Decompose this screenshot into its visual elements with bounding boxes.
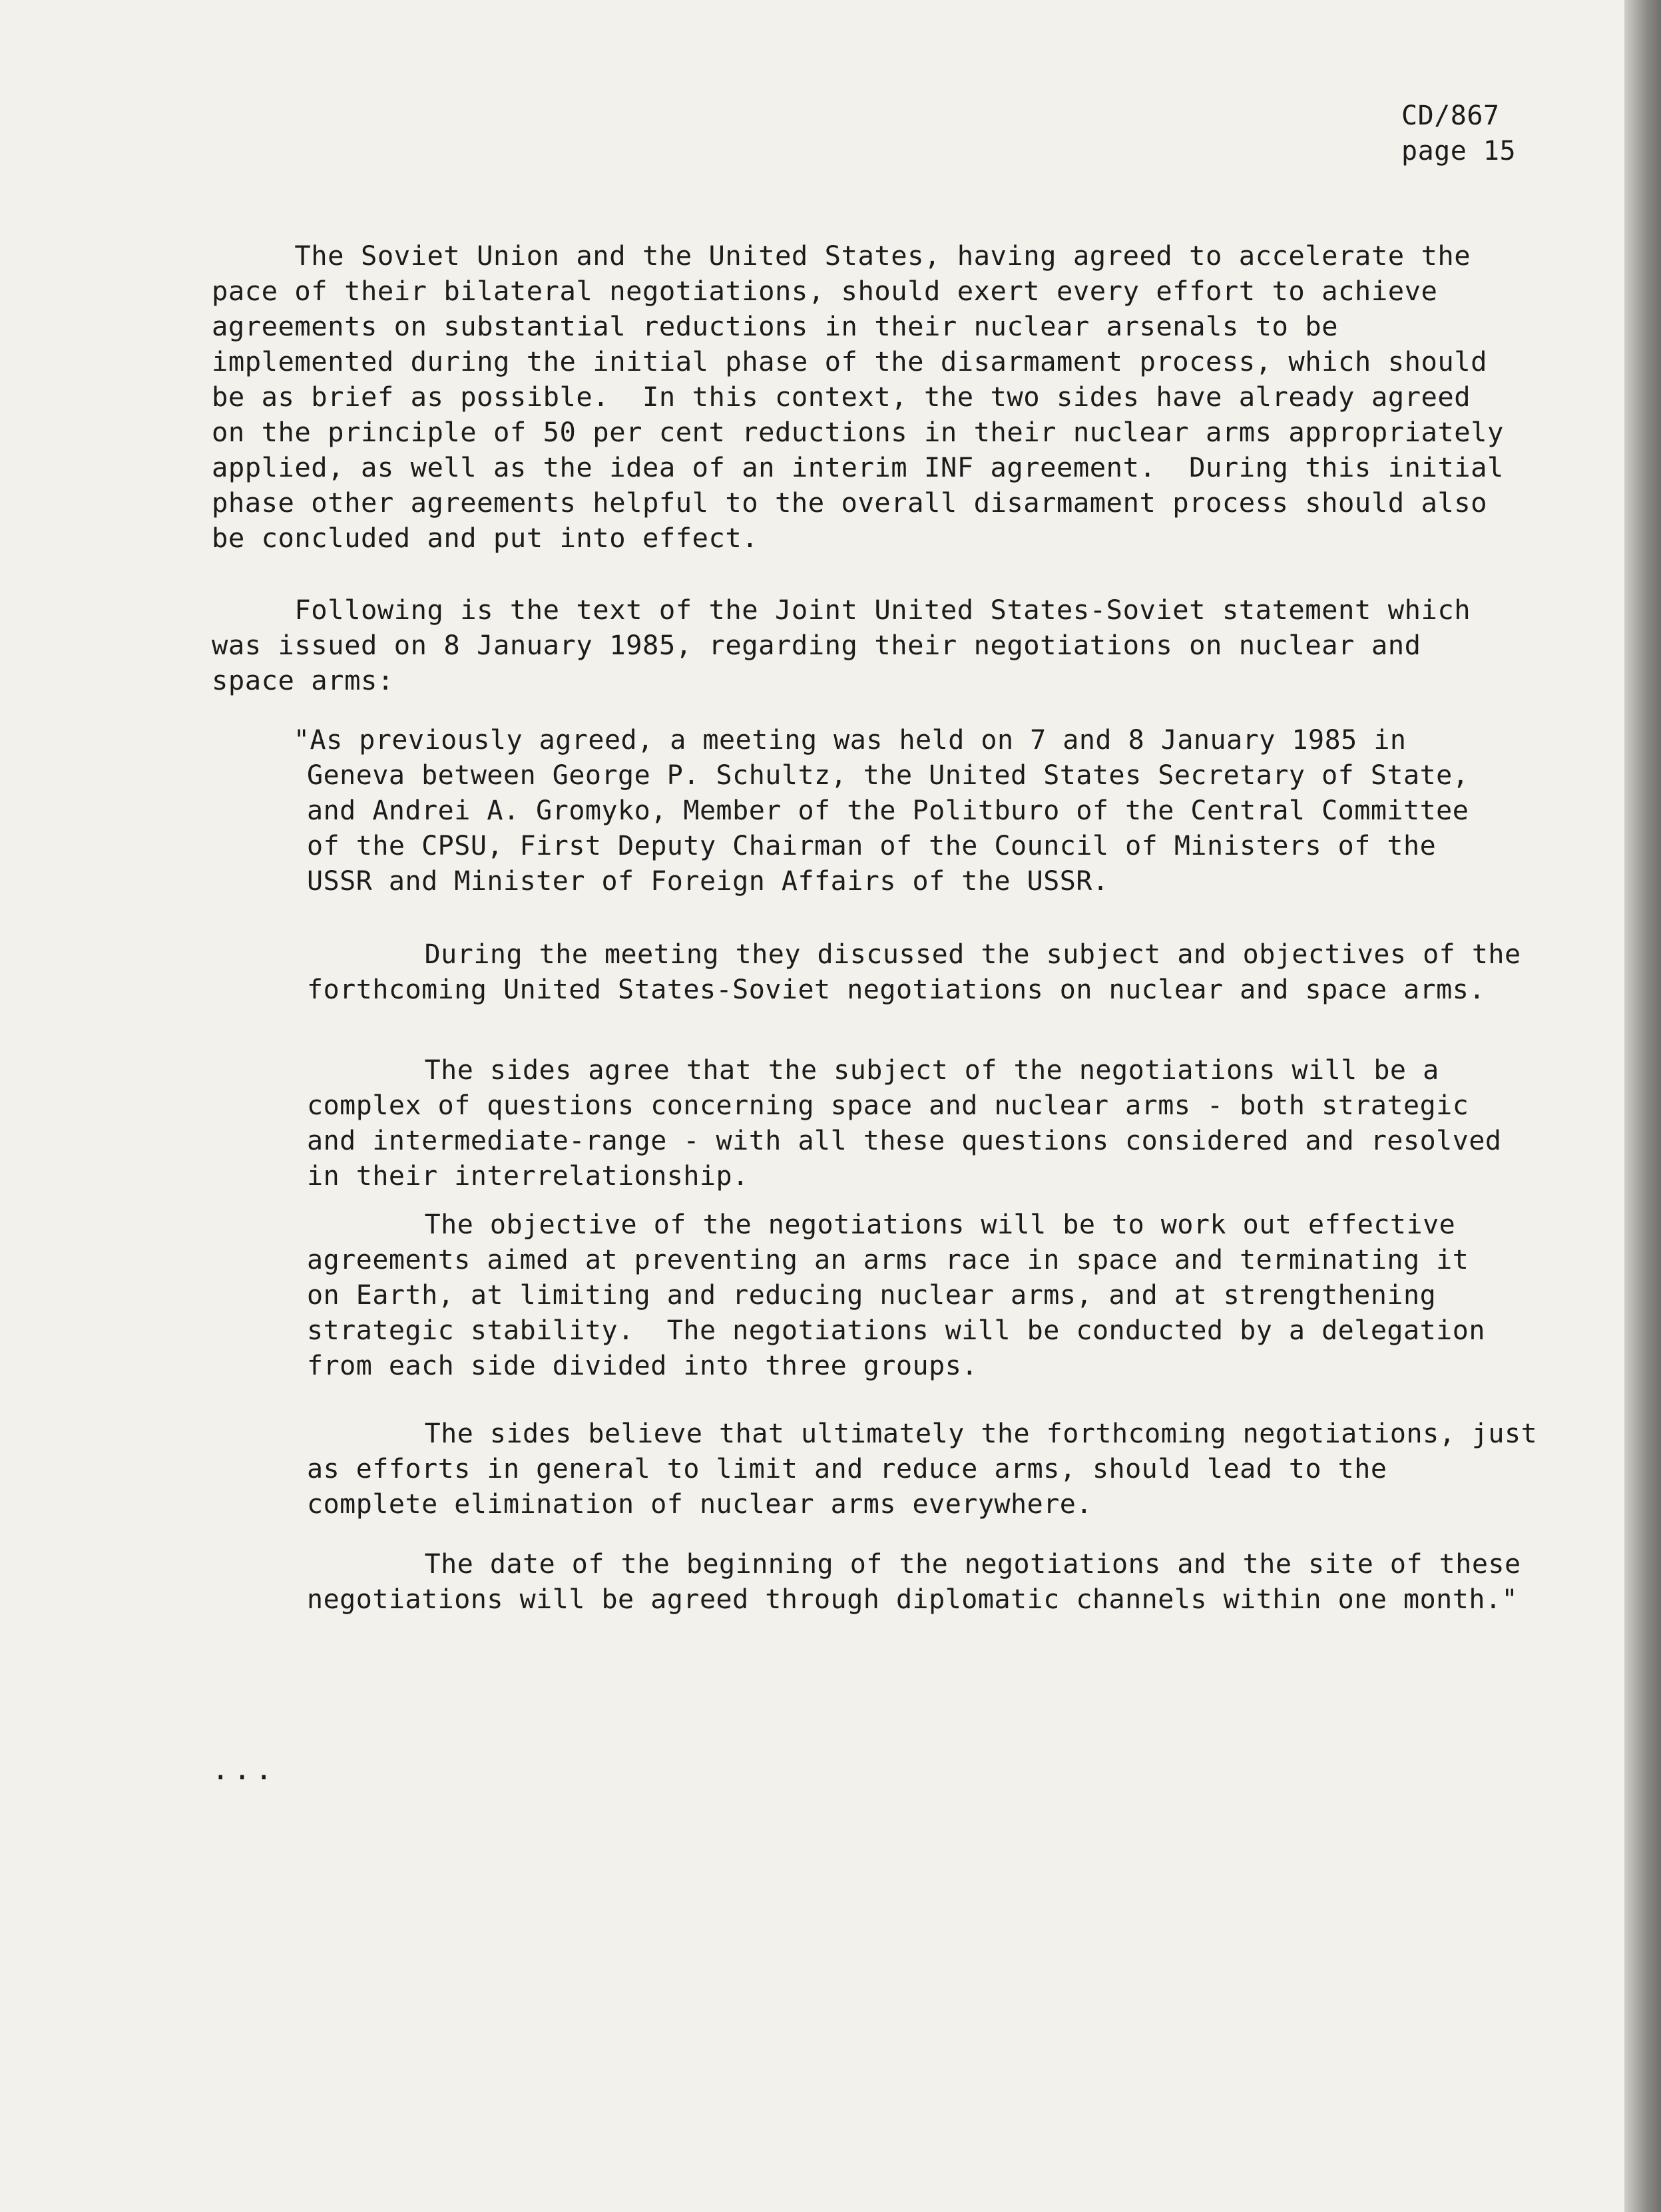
paragraph-joint-statement-intro <box>212 592 1471 698</box>
quote-paragraph-objective <box>212 1208 1485 1384</box>
text-line: complete elimination of nuclear arms everywhere. <box>307 1489 1092 1520</box>
text-line: During the meeting they discussed the subject and objectives of the <box>212 939 1521 970</box>
text-line: The sides agree that the subject of the negotiations will be a <box>212 1055 1439 1086</box>
text-line: be as brief as possible. In this context, the two sides have already agreed <box>212 381 1471 413</box>
text-line: The sides believe that ultimately the forthcoming negotiations, just <box>212 1419 1538 1449</box>
text-line: and intermediate-range - with all these questions considered and resolved <box>307 1126 1502 1156</box>
text-line: on the principle of 50 per cent reductions in their nuclear arms appropriately <box>212 416 1504 448</box>
text-line: "As previously agreed, a meeting was held on 7 and 8 January 1985 in <box>212 725 1407 756</box>
text-line: agreements aimed at preventing an arms race in space and terminating it <box>307 1245 1469 1275</box>
document-code: CD/867 <box>1401 101 1500 131</box>
text-line: implemented during the initial phase of the disarmament process, which should <box>212 345 1487 377</box>
scanner-edge-shadow <box>1624 0 1661 2212</box>
page-number: page 15 <box>1401 136 1517 166</box>
quote-paragraph-discussion <box>212 937 1521 1008</box>
paragraph-bilateral-negotiations <box>212 238 1504 556</box>
text-line: from each side divided into three groups. <box>307 1351 978 1381</box>
text-line: and Andrei A. Gromyko, Member of the Politburo of the Central Committee <box>307 795 1469 826</box>
continuation-ellipsis: ... <box>212 1753 277 1787</box>
text-line: phase other agreements helpful to the overall disarmament process should also <box>212 487 1487 519</box>
text-line: in their interrelationship. <box>307 1161 749 1192</box>
quote-paragraph-meeting <box>212 723 1469 899</box>
text-line: of the CPSU, First Deputy Chairman of the Council of Ministers of the <box>307 831 1437 861</box>
text-line: complex of questions concerning space and nuclear arms - both strategic <box>307 1090 1469 1121</box>
text-line: was issued on 8 January 1985, regarding their negotiations on nuclear and <box>212 629 1421 661</box>
text-line: be concluded and put into effect. <box>212 522 759 554</box>
text-line: on Earth, at limiting and reducing nuclear arms, and at strengthening <box>307 1280 1437 1311</box>
text-line: forthcoming United States-Soviet negotiations on nuclear and space arms. <box>307 975 1485 1005</box>
page-header <box>1401 99 1601 169</box>
text-line: agreements on substantial reductions in their nuclear arsenals to be <box>212 310 1339 342</box>
text-line: Following is the text of the Joint United States-Soviet statement which <box>212 594 1471 626</box>
text-line: Geneva between George P. Schultz, the United States Secretary of State, <box>307 760 1469 791</box>
text-line: as efforts in general to limit and reduce arms, should lead to the <box>307 1454 1387 1484</box>
text-line: pace of their bilateral negotiations, should exert every effort to achieve <box>212 275 1438 307</box>
text-line: strategic stability. The negotiations will be conducted by a delegation <box>307 1315 1485 1346</box>
quote-paragraph-subject <box>212 1053 1502 1194</box>
quote-paragraph-elimination <box>212 1417 1537 1522</box>
text-line: USSR and Minister of Foreign Affairs of the USSR. <box>307 866 1109 897</box>
text-line: negotiations will be agreed through diplomatic channels within one month." <box>307 1584 1519 1615</box>
text-line: space arms: <box>212 664 394 696</box>
text-line: The date of the beginning of the negotiations and the site of these <box>212 1549 1521 1580</box>
quote-paragraph-date <box>212 1547 1521 1618</box>
text-line: The objective of the negotiations will be to work out effective <box>212 1210 1456 1240</box>
text-line: The Soviet Union and the United States, having agreed to accelerate the <box>212 240 1471 272</box>
text-line: applied, as well as the idea of an interim INF agreement. During this initial <box>212 451 1504 483</box>
